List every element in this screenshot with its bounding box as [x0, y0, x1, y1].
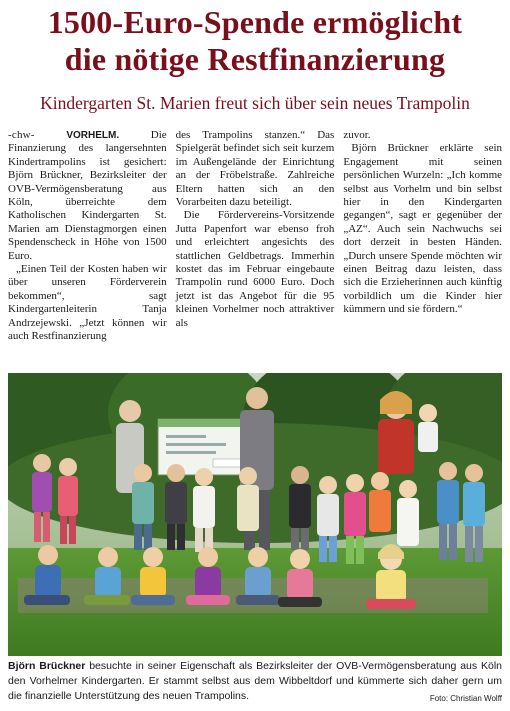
paragraph-text: Die Finanzierung des langersehnten Kindertrampolins ist gesichert: Björn Brückner, Bezirksleiter der OVB-Vermögensberatung aus Köln, überreichte dem Katholischen Kindergarten St. Marien am Dienstagmorgen einen Spendenscheck in Höhe von 1500 Euro. — [8, 129, 167, 262]
headline-line-2: die nötige Restfinanzierung — [64, 41, 446, 77]
dateline-place: VORHELM. — [66, 130, 120, 141]
paragraph: „Einen Teil der Kosten haben wir über unseren Förderverein bekommen“, sagt Kindergartenleiterin Tanja Andrzejewski. „Jetzt können wir auch Restfinanzierung — [8, 263, 167, 343]
headline-line-1: 1500-Euro-Spende ermöglicht — [47, 4, 463, 40]
caption-text: besuchte in seiner Eigenschaft als Bezirksleiter der OVB-Vermögensberatung aus Köln den Vorhelmer Kindergarten. Er stammt selbst aus dem Wibbeltdorf und kümmerte sich daher gern um die finanzielle Unterstützung des neuen Trampolins. — [8, 660, 502, 702]
lead-paragraph — [8, 129, 167, 263]
photo-illustration — [8, 373, 502, 656]
photo-credit: Foto: Christian Wolff — [429, 694, 502, 703]
column-3 — [343, 129, 502, 344]
photo-caption — [8, 659, 502, 706]
paragraph: Die Fördervereins-Vorsitzende Jutta Papenfort war ebenso froh und erleichtert angesichts des stattlichen Geldbetrags. Immerhin kostet das im Februar eingebaute Trampolin rund 6000 Euro. Doch jetzt ist das Angebot für die 95 kleinen Vorhelmer noch attraktiver als — [175, 209, 335, 329]
dateline-author: -chw- — [8, 129, 35, 141]
column-2 — [176, 129, 335, 344]
paragraph: Björn Brückner erklärte sein Engagement mit seinen persönlichen Wurzeln: „Ich komme selbst aus Vorhelm und bin selbst hier in den Kindergarten gegangen“, sagt er gegenüber der „AZ“. Auch sein Nachwuchs sei dort derzeit in besten Händen. „Durch unsere Spende möchten wir einen Beitrag dazu leisten, dass sich die Erzieherinnen auch künftig vorbildlich um die Kinder hier kümmern und sie fördern.“ — [343, 142, 503, 316]
caption-name: Björn Brückner — [8, 660, 86, 672]
column-1 — [8, 129, 167, 344]
group-photo — [8, 373, 502, 656]
headline — [0, 4, 510, 78]
article-body — [8, 129, 502, 344]
paragraph: des Trampolins stanzen.“ Das Spielgerät befindet sich seit kurzem im Außengelände der Einrichtung an der Fröbelstraße. Zahlreiche Eltern hatten sich an den Vorarbeiten dazu beteiligt. — [175, 129, 335, 209]
subheadline: Kindergarten St. Marien freut sich über sein neues Trampolin — [40, 93, 470, 113]
paragraph: zuvor. — [343, 129, 371, 141]
